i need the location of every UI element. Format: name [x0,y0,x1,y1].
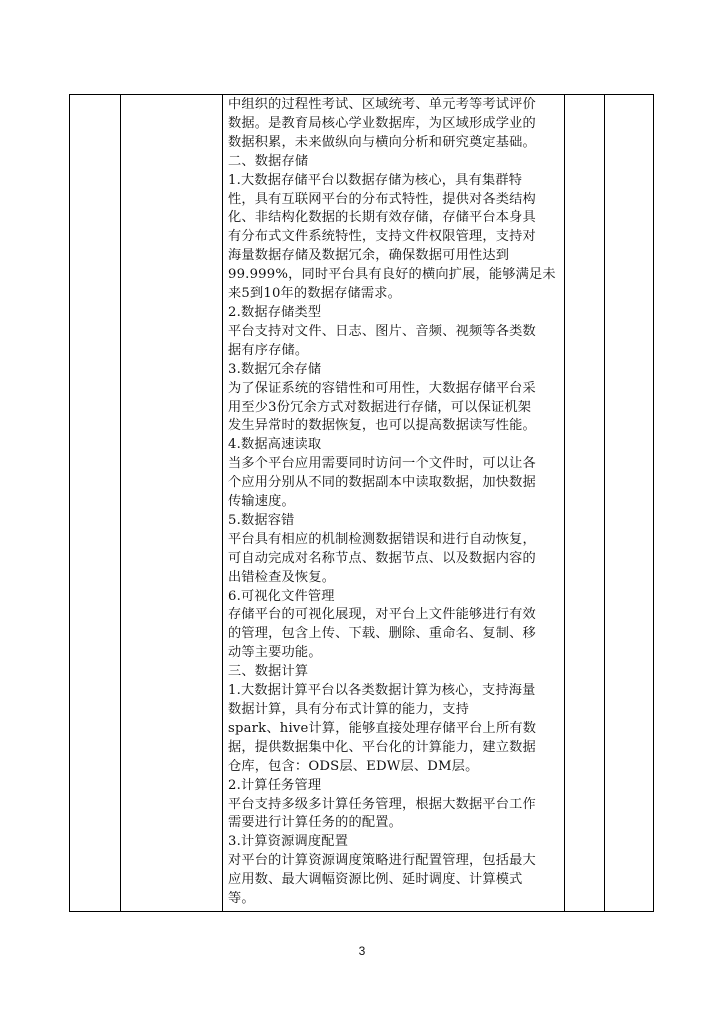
text-line: 1.大数据计算平台以各类数据计算为核心，支持海量 [228,683,536,699]
text-line: 仓库，包含：ODS层、EDW层、DM层。 [228,758,479,774]
subheading: 4.数据高速读取 [228,437,322,453]
cell-col-1 [70,95,121,912]
text-line: 用至少3份冗余方式对数据进行存储，可以保证机架 [228,399,532,415]
text-line: 据有序存储。 [228,342,309,358]
text-line: 对平台的计算资源调度策略进行配置管理，包括最大 [228,853,536,869]
section-heading: 二、数据存储 [228,153,309,169]
text-line: 应用数、最大调幅资源比例、延时调度、计算模式 [228,872,523,888]
subheading: 6.可视化文件管理 [228,588,335,604]
text-line: 发生异常时的数据恢复，也可以提高数据读写性能。 [228,418,536,434]
text-line: 出错检查及恢复。 [228,569,336,585]
text-line: 1.大数据存储平台以数据存储为核心，具有集群特 [228,172,523,188]
text-line: 可自动完成对名称节点、数据节点、以及数据内容的 [228,550,536,566]
text-line: 化、非结构化数据的长期有效存储，存储平台本身具 [228,210,536,226]
subheading: 2.计算任务管理 [228,777,322,793]
table-row [70,95,654,912]
section-heading: 三、数据计算 [228,664,309,680]
cell-col-2 [121,95,223,912]
subheading: 3.计算资源调度配置 [228,834,349,850]
text-line: 传输速度。 [228,494,295,510]
content-text [223,95,564,909]
text-line: 数据积累，未来做纵向与横向分析和研究奠定基础。 [228,134,536,150]
text-line: 平台支持对文件、日志、图片、音频、视频等各类数 [228,323,536,339]
text-line: 99.999%，同时平台具有良好的横向扩展，能够满足未 [228,267,556,283]
text-line: 当多个平台应用需要同时访问一个文件时，可以让各 [228,456,536,472]
spec-table [69,94,654,912]
text-line: 中组织的过程性考试、区域统考、单元考等考试评价 [228,97,536,112]
text-line: 有分布式文件系统特性，支持文件权限管理，支持对 [228,229,536,245]
text-line: 的管理，包含上传、下载、删除、重命名、复制、移 [228,626,536,642]
text-line: 平台具有相应的机制检测数据错误和进行自动恢复， [228,531,536,547]
text-line: 数据计算，具有分布式计算的能力，支持 [228,702,469,717]
text-line: 海量数据存储及数据冗余，确保数据可用性达到 [228,248,510,264]
text-line: 来5到10年的数据存储需求。 [228,286,402,302]
cell-col-5 [605,95,654,912]
text-line: 数据。是教育局核心学业数据库，为区域形成学业的 [228,115,536,131]
text-line: 动等主要功能。 [228,645,322,661]
subheading: 3.数据冗余存储 [228,361,322,377]
text-line: 据，提供数据集中化、平台化的计算能力，建立数据 [228,739,536,755]
text-line: 为了保证系统的容错性和可用性，大数据存储平台采 [228,380,536,396]
page-number: 3 [358,944,366,958]
text-line: 等。 [228,891,255,907]
text-line: 存储平台的可视化展现，对平台上文件能够进行有效 [228,607,536,623]
cell-col-4 [565,95,605,912]
text-line: spark、hive计算，能够直接处理存储平台上所有数 [228,720,537,736]
text-line: 性，具有互联网平台的分布式特性，提供对各类结构 [228,191,536,207]
subheading: 2.数据存储类型 [228,304,322,320]
text-line: 平台支持多级多计算任务管理，根据大数据平台工作 [228,796,536,812]
text-line: 需要进行计算任务的的配置。 [228,815,403,831]
subheading: 5.数据容错 [228,512,295,528]
cell-content [223,95,565,912]
text-line: 个应用分别从不同的数据副本中读取数据，加快数据 [228,475,536,491]
